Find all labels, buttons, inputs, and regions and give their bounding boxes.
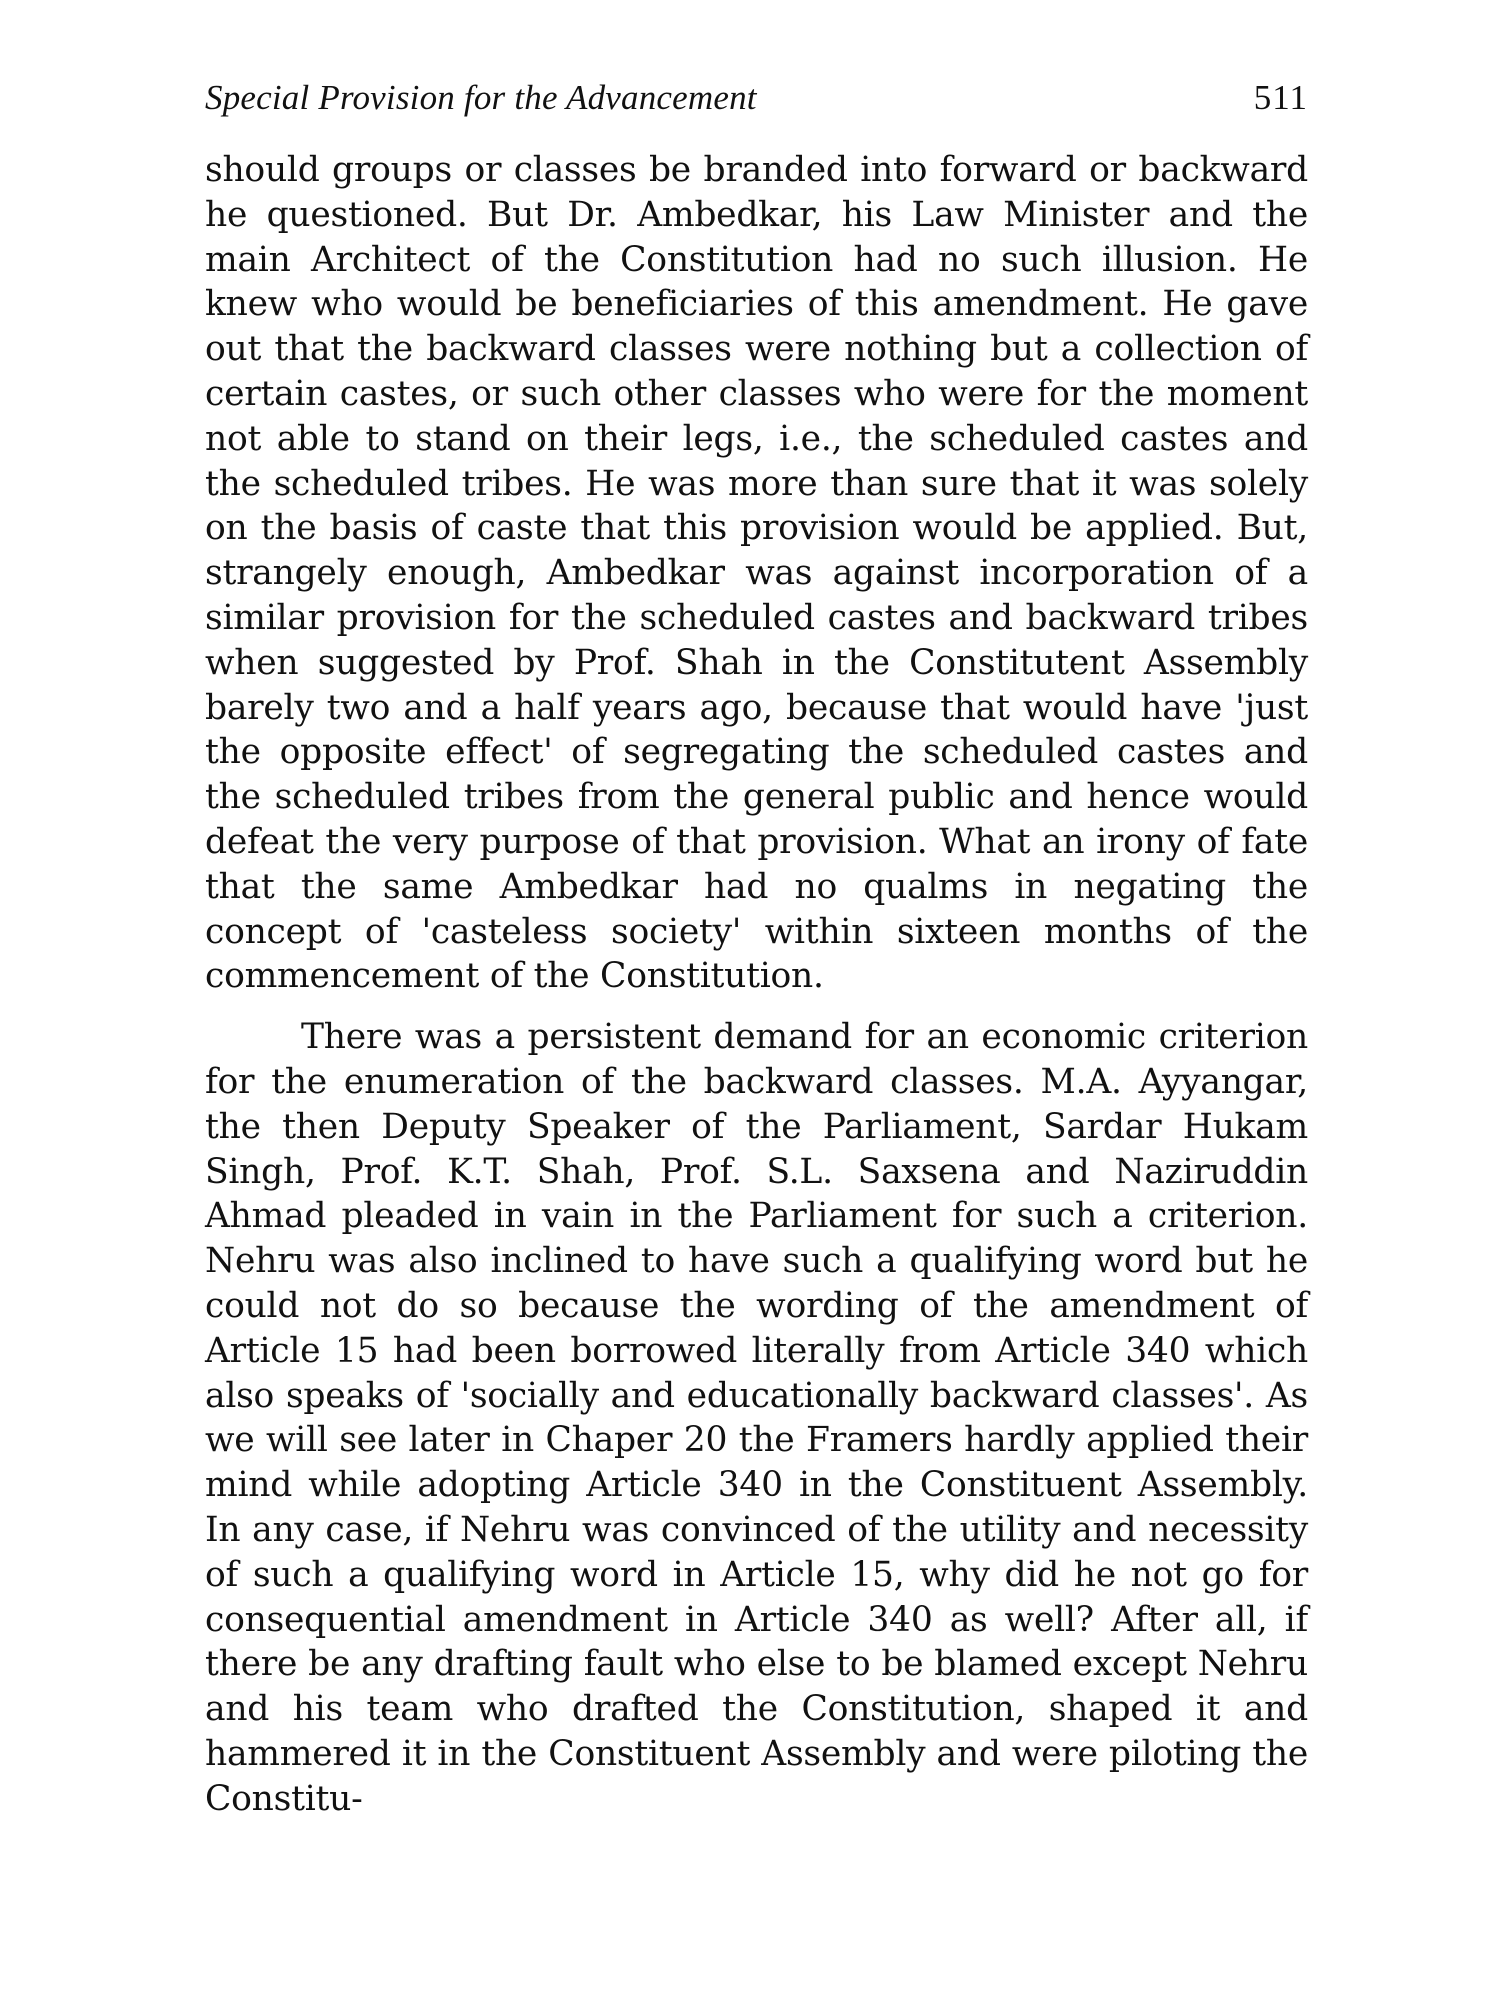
running-title: Special Provision for the Advancement [205,78,757,117]
running-header [205,78,1308,130]
body-paragraph-1: should groups or classes be branded into forward or backward he questioned. But Dr. Ambedkar, his Law Minister and the main Architect of the Constitution had no such illusion. He knew who would be beneficiaries of this amendment. He gave out that the backward classes were nothing but a collection of certain castes, or such other classes who were for the moment not able to stand on their legs, i.e., the scheduled castes and the scheduled tribes. He was more than sure that it was solely on the basis of caste that this provision would be applied. But, strangely enough, Ambedkar was against incorporation of a similar provision for the scheduled castes and backward tribes when suggested by Prof. Shah in the Constitutent Assembly barely two and a half years ago, because that would have 'just the opposite effect' of segregating the scheduled castes and the scheduled tribes from the general public and hence would defeat the very purpose of that provision. What an irony of fate that the same Ambedkar had no qualms in negating the concept of 'casteless society' within sixteen months of the commencement of the Constitution. [205,150,1308,997]
body-text [205,148,1308,1821]
page-number: 511 [1253,78,1308,117]
book-page [205,78,1308,1821]
body-paragraph-2: There was a persistent demand for an economic criterion for the enumeration of the backward classes. M.A. Ayyangar, the then Deputy Speaker of the Parliament, Sardar Hukam Singh, Prof. K.T. Shah, Prof. S.L. Saxsena and Naziruddin Ahmad pleaded in vain in the Parliament for such a criterion. Nehru was also inclined to have such a qualifying word but he could not do so because the wording of the amendment of Article 15 had been borrowed literally from Article 340 which also speaks of 'socially and educationally backward classes'. As we will see later in Chaper 20 the Framers hardly applied their mind while adopting Article 340 in the Constituent Assembly. In any case, if Nehru was convinced of the utility and necessity of such a qualifying word in Article 15, why did he not go for consequential amendment in Article 340 as well? After all, if there be any drafting fault who else to be blamed except Nehru and his team who drafted the Constitution, shaped it and hammered it in the Constituent Assembly and were piloting the Constitu- [205,1017,1308,1819]
